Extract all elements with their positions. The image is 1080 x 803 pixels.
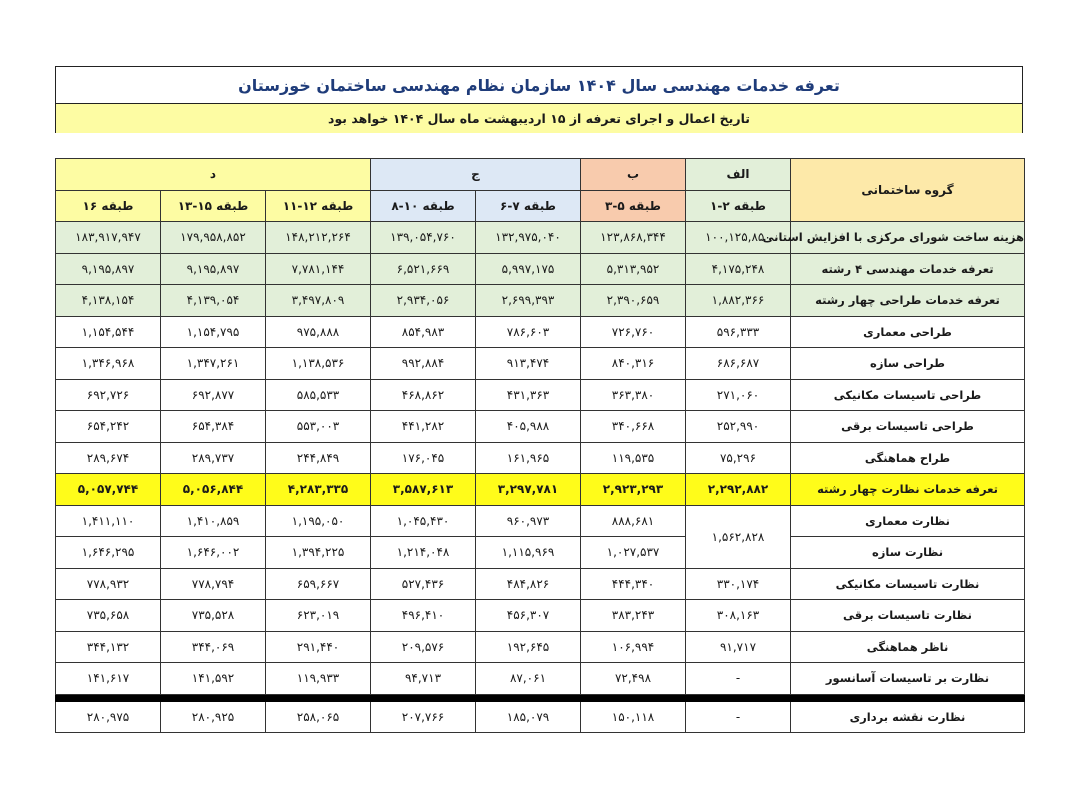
- cell: ۱,۶۴۶,۰۰۲: [161, 537, 266, 569]
- cell: -: [686, 663, 791, 695]
- cell: ۵,۳۱۳,۹۵۲: [581, 253, 686, 285]
- cell: ۱۰۶,۹۹۴: [581, 631, 686, 663]
- cell: ۴۸۴,۸۲۶: [476, 568, 581, 600]
- header-floors-11-12: ۱۱-۱۲ طبقه: [266, 190, 371, 222]
- table-row: [56, 537, 1025, 569]
- cell: ۲۸۹,۶۷۴: [56, 442, 161, 474]
- cell: ۲۰۹,۵۷۶: [371, 631, 476, 663]
- cell: ۶۹۲,۸۷۷: [161, 379, 266, 411]
- cell: ۱,۱۹۵,۰۵۰: [266, 505, 371, 537]
- cell: ۱۴۱,۶۱۷: [56, 663, 161, 695]
- table-row: [56, 701, 1025, 733]
- cell: ۵۲۷,۴۳۶: [371, 568, 476, 600]
- header-group-jim: ج: [371, 159, 581, 191]
- table-row: [56, 600, 1025, 632]
- cell: ۸۷,۰۶۱: [476, 663, 581, 695]
- row-label: نظارت نقشه برداری: [791, 701, 1025, 733]
- row-label: نظارت بر تاسیسات آسانسور: [791, 663, 1025, 695]
- cell: ۷۲,۴۹۸: [581, 663, 686, 695]
- table-row: [56, 631, 1025, 663]
- cell: ۱۸۳,۹۱۷,۹۴۷: [56, 222, 161, 254]
- cell: ۵,۰۵۷,۷۴۴: [56, 474, 161, 506]
- cell: ۶۸۶,۶۸۷: [686, 348, 791, 380]
- table-row: [56, 285, 1025, 317]
- cell: ۳۴۰,۶۶۸: [581, 411, 686, 443]
- cell: ۹۱,۷۱۷: [686, 631, 791, 663]
- cell: ۱۱۹,۵۳۵: [581, 442, 686, 474]
- cell: ۳,۲۹۷,۷۸۱: [476, 474, 581, 506]
- header-building-group: گروه ساختمانی: [791, 159, 1025, 222]
- cell: ۲۸۰,۹۷۵: [56, 701, 161, 733]
- cell: ۷۳۵,۶۵۸: [56, 600, 161, 632]
- cell: ۴۴۱,۲۸۲: [371, 411, 476, 443]
- row-label: تعرفه خدمات مهندسی ۴ رشته: [791, 253, 1025, 285]
- cell: ۳۴۴,۱۳۲: [56, 631, 161, 663]
- row-label: نظارت تاسیسات مکانیکی: [791, 568, 1025, 600]
- cell: ۹۷۵,۸۸۸: [266, 316, 371, 348]
- row-label: نظارت سازه: [791, 537, 1025, 569]
- cell: ۱,۴۱۰,۸۵۹: [161, 505, 266, 537]
- header-group-alef: الف: [686, 159, 791, 191]
- cell: ۲۵۲,۹۹۰: [686, 411, 791, 443]
- merged-cell: ۱,۵۶۲,۸۲۸: [686, 505, 791, 568]
- cell: ۱,۴۱۱,۱۱۰: [56, 505, 161, 537]
- table-row: [56, 316, 1025, 348]
- cell: ۴۹۶,۴۱۰: [371, 600, 476, 632]
- cell: ۹۱۳,۴۷۴: [476, 348, 581, 380]
- cell: ۱۴۸,۲۱۲,۲۶۴: [266, 222, 371, 254]
- cell: ۱,۱۳۸,۵۳۶: [266, 348, 371, 380]
- cell: ۸۵۴,۹۸۳: [371, 316, 476, 348]
- cell: ۱,۳۴۷,۲۶۱: [161, 348, 266, 380]
- cell: ۱۵۰,۱۱۸: [581, 701, 686, 733]
- cell: ۹۴,۷۱۳: [371, 663, 476, 695]
- header-group-be: ب: [581, 159, 686, 191]
- cell: ۱۲۳,۸۶۸,۳۴۴: [581, 222, 686, 254]
- cell: ۲,۹۳۴,۰۵۶: [371, 285, 476, 317]
- cell: ۵۵۳,۰۰۳: [266, 411, 371, 443]
- cell: ۲۸۹,۷۳۷: [161, 442, 266, 474]
- table-row: [56, 253, 1025, 285]
- cell: ۴۶۸,۸۶۲: [371, 379, 476, 411]
- row-label: هزینه ساخت شورای مرکزی با افزایش استانی: [791, 222, 1025, 254]
- cell: ۱,۱۱۵,۹۶۹: [476, 537, 581, 569]
- cell: ۹,۱۹۵,۸۹۷: [161, 253, 266, 285]
- header-floors-1-2: ۱-۲ طبقه: [686, 190, 791, 222]
- cell: ۴۰۵,۹۸۸: [476, 411, 581, 443]
- header-floors-8-10: ۸-۱۰ طبقه: [371, 190, 476, 222]
- cell: ۵,۹۹۷,۱۷۵: [476, 253, 581, 285]
- cell: ۱,۸۸۲,۳۶۶: [686, 285, 791, 317]
- row-label: طراحی سازه: [791, 348, 1025, 380]
- header-floors-3-5: ۳-۵ طبقه: [581, 190, 686, 222]
- page-subtitle: تاریخ اعمال و اجرای تعرفه از ۱۵ اردیبهشت ماه سال ۱۴۰۴ خواهد بود: [56, 104, 1022, 133]
- cell: ۱۷۶,۰۴۵: [371, 442, 476, 474]
- title-box: [55, 66, 1023, 133]
- row-label: طراحی تاسیسات مکانیکی: [791, 379, 1025, 411]
- cell: ۳۴۴,۰۶۹: [161, 631, 266, 663]
- header-group-dal: د: [56, 159, 371, 191]
- row-label: طراحی تاسیسات برقی: [791, 411, 1025, 443]
- cell: ۶,۵۲۱,۶۶۹: [371, 253, 476, 285]
- row-label: طراحی معماری: [791, 316, 1025, 348]
- cell: ۴,۱۳۸,۱۵۴: [56, 285, 161, 317]
- cell: ۵,۰۵۶,۸۴۴: [161, 474, 266, 506]
- cell: ۱,۱۵۴,۵۴۴: [56, 316, 161, 348]
- cell: ۲,۹۲۳,۲۹۳: [581, 474, 686, 506]
- cell: ۱۴۱,۵۹۲: [161, 663, 266, 695]
- cell: ۷۷۸,۹۳۲: [56, 568, 161, 600]
- cell: ۸۸۸,۶۸۱: [581, 505, 686, 537]
- cell: ۸۴۰,۳۱۶: [581, 348, 686, 380]
- cell: ۱,۲۱۴,۰۴۸: [371, 537, 476, 569]
- cell: ۷,۷۸۱,۱۴۴: [266, 253, 371, 285]
- cell: ۱,۱۵۴,۷۹۵: [161, 316, 266, 348]
- cell: ۲۹۱,۴۴۰: [266, 631, 371, 663]
- cell: ۹۶۰,۹۷۳: [476, 505, 581, 537]
- header-floors-16: ۱۶ طبقه: [56, 190, 161, 222]
- cell: ۹,۱۹۵,۸۹۷: [56, 253, 161, 285]
- cell: ۱,۳۹۴,۲۲۵: [266, 537, 371, 569]
- cell: -: [686, 701, 791, 733]
- cell: ۶۹۲,۷۲۶: [56, 379, 161, 411]
- cell: ۶۵۴,۲۴۲: [56, 411, 161, 443]
- cell: ۲۷۱,۰۶۰: [686, 379, 791, 411]
- cell: ۴۴۴,۳۴۰: [581, 568, 686, 600]
- table-row: [56, 411, 1025, 443]
- cell: ۴,۲۸۳,۳۳۵: [266, 474, 371, 506]
- cell: ۲,۲۹۲,۸۸۲: [686, 474, 791, 506]
- cell: ۳۳۰,۱۷۴: [686, 568, 791, 600]
- cell: ۹۹۲,۸۸۴: [371, 348, 476, 380]
- tariff-table: [55, 158, 1025, 733]
- cell: ۲۰۷,۷۶۶: [371, 701, 476, 733]
- cell: ۲,۳۹۰,۶۵۹: [581, 285, 686, 317]
- cell: ۳,۴۹۷,۸۰۹: [266, 285, 371, 317]
- header-floors-6-7: ۶-۷ طبقه: [476, 190, 581, 222]
- row-label: طراح هماهنگی: [791, 442, 1025, 474]
- cell: ۵۹۶,۳۳۳: [686, 316, 791, 348]
- cell: ۳۸۳,۲۴۳: [581, 600, 686, 632]
- cell: ۶۵۴,۳۸۴: [161, 411, 266, 443]
- cell: ۲۸۰,۹۲۵: [161, 701, 266, 733]
- cell: ۳,۵۸۷,۶۱۳: [371, 474, 476, 506]
- table-row: [56, 568, 1025, 600]
- row-label: ناظر هماهنگی: [791, 631, 1025, 663]
- cell: ۱۹۲,۶۴۵: [476, 631, 581, 663]
- cell: ۴,۱۷۵,۲۴۸: [686, 253, 791, 285]
- table-row-highlight: [56, 474, 1025, 506]
- table-row: [56, 505, 1025, 537]
- cell: ۱۳۹,۰۵۴,۷۶۰: [371, 222, 476, 254]
- cell: ۷۲۶,۷۶۰: [581, 316, 686, 348]
- cell: ۲۵۸,۰۶۵: [266, 701, 371, 733]
- row-label: نظارت تاسیسات برقی: [791, 600, 1025, 632]
- row-label: تعرفه خدمات نظارت چهار رشته: [791, 474, 1025, 506]
- cell: ۴۵۶,۳۰۷: [476, 600, 581, 632]
- header-floors-13-15: ۱۳-۱۵ طبقه: [161, 190, 266, 222]
- row-label: تعرفه خدمات طراحی چهار رشته: [791, 285, 1025, 317]
- cell: ۱۸۵,۰۷۹: [476, 701, 581, 733]
- separator-bar: [56, 694, 1025, 701]
- cell: ۶۵۹,۶۶۷: [266, 568, 371, 600]
- page-title: تعرفه خدمات مهندسی سال ۱۴۰۴ سازمان نظام مهندسی ساختمان خوزستان: [56, 67, 1022, 104]
- table-row: [56, 222, 1025, 254]
- cell: ۲۴۴,۸۴۹: [266, 442, 371, 474]
- cell: ۷۵,۲۹۶: [686, 442, 791, 474]
- cell: ۱۷۹,۹۵۸,۸۵۲: [161, 222, 266, 254]
- separator-row: [56, 694, 1025, 701]
- cell: ۱۳۲,۹۷۵,۰۴۰: [476, 222, 581, 254]
- cell: ۵۸۵,۵۳۳: [266, 379, 371, 411]
- cell: ۴۳۱,۳۶۳: [476, 379, 581, 411]
- table-row: [56, 663, 1025, 695]
- cell: ۷۷۸,۷۹۴: [161, 568, 266, 600]
- table-row: [56, 348, 1025, 380]
- cell: ۳۰۸,۱۶۳: [686, 600, 791, 632]
- cell: ۱,۳۴۶,۹۶۸: [56, 348, 161, 380]
- cell: ۱,۰۴۵,۴۳۰: [371, 505, 476, 537]
- cell: ۲,۶۹۹,۳۹۳: [476, 285, 581, 317]
- cell: ۱۰۰,۱۲۵,۸۵۰: [686, 222, 791, 254]
- cell: ۱,۶۴۶,۲۹۵: [56, 537, 161, 569]
- cell: ۷۸۶,۶۰۳: [476, 316, 581, 348]
- row-label: نظارت معماری: [791, 505, 1025, 537]
- cell: ۷۳۵,۵۲۸: [161, 600, 266, 632]
- cell: ۶۲۳,۰۱۹: [266, 600, 371, 632]
- cell: ۴,۱۳۹,۰۵۴: [161, 285, 266, 317]
- cell: ۱,۰۲۷,۵۳۷: [581, 537, 686, 569]
- table-row: [56, 442, 1025, 474]
- cell: ۱۱۹,۹۳۳: [266, 663, 371, 695]
- cell: ۳۶۳,۳۸۰: [581, 379, 686, 411]
- cell: ۱۶۱,۹۶۵: [476, 442, 581, 474]
- table-row: [56, 379, 1025, 411]
